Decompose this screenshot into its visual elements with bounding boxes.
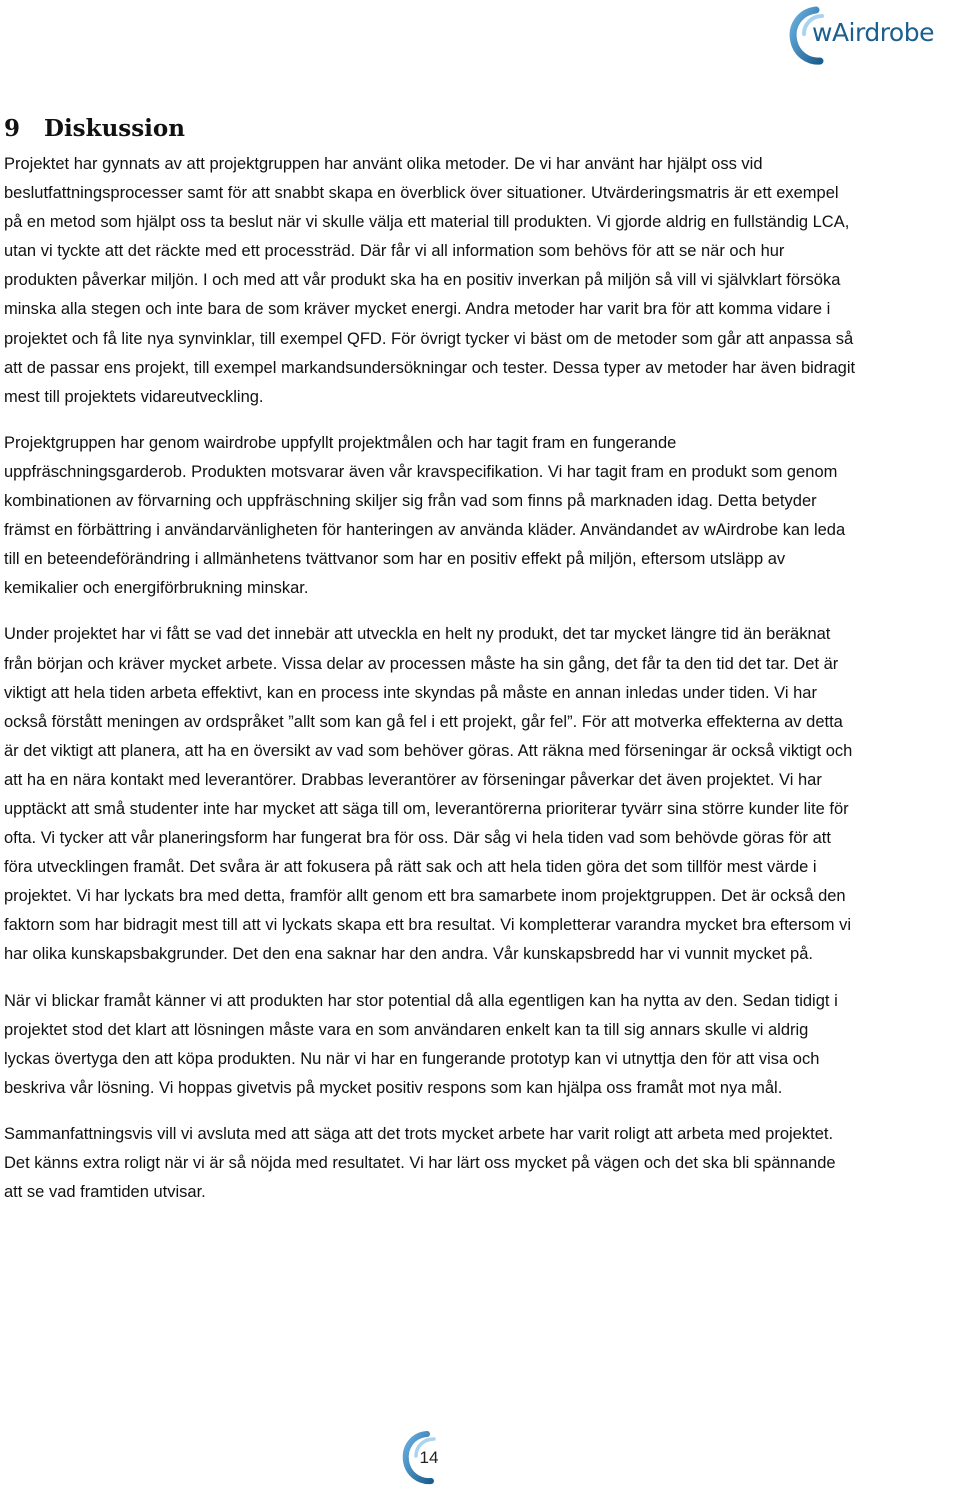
logo-text: wAirdrobe xyxy=(812,18,934,47)
paragraph: Projektgruppen har genom wairdrobe uppfyllt projektmålen och har tagit fram en fungerande uppfräschningsgarderob. Produkten motsvarar även vår kravspecifikation. Vi har tagit fram en produkt som genom kombinationen av förvarning och uppfräschning skiljer sig från vad som finns på marknaden idag. Detta betyder främst en förbättring i användarvänligheten för hanteringen av använda kläder. Användandet av wAirdrobe kan leda till en beteendeförändring i allmänhetens tvättvanor som har en positiv effekt på miljön, eftersom utsläpp av kemikalier och energiförbrukning minskar. xyxy=(4,433,846,598)
section-title: Diskussion xyxy=(44,115,185,142)
page-number: 14 xyxy=(419,1448,439,1467)
wairdrobe-logo xyxy=(786,4,958,66)
paragraph: Under projektet har vi fått se vad det innebär att utveckla en helt ny produkt, det tar mycket längre tid än beräknat från början och kräver mycket arbete. Vissa delar av processen måste ha sin gång, det får ta den tid det tar. Det är viktigt att hela tiden arbeta effektivt, kan en process inte skyndas på måste en annan inledas under tiden. Vi har också förstått meningen av ordspråket ”allt som kan gå fel i ett projekt, går fel”. För att motverka effekterna av detta är det viktigt att planera, att ha en översikt av vad som behöver göras. Att räkna med förseningar är också viktigt och att ha en nära kontakt med leverantörer. Drabbas leverantörer av förseningar påverkar det även projektet. Vi har upptäckt att små studenter inte har mycket att säga till om, leverantörerna prioriterar tyvärr sina större kunder lite för ofta. Vi tycker att vår planeringsform har fungerat bra för oss. Där såg vi hela tiden vad som behövde göras för att föra utvecklingen framåt. Det svåra är att fokusera på rätt sak och att hela tiden göra det som tillför mest värde i projektet. Vi har lyckats bra med detta, framför allt genom ett bra samarbete inom projektgruppen. Det är också den faktorn som har bidragit mest till att vi lyckats skapa ett bra resultat. Vi kompletterar varandra mycket bra eftersom vi har olika kunskapsbakgrunder. Det den ena saknar har den andra. Vår kunskapsbredd har vi vunnit mycket på. xyxy=(4,625,853,964)
paragraph: Projektet har gynnats av att projektgruppen har använt olika metoder. De vi har använt har hjälpt oss vid beslutfattningsprocesser samt för att snabbt skapa en överblick över situationer. Utvärderingsmatris är ett exempel på en metod som hjälpt oss ta beslut när vi skulle välja ett material till produkten. Vi gjorde aldrig en fullständig LCA, utan vi tyckte att det räckte med ett processträd. Där får vi all information som behövs för att se när och hur produkten påverkar miljön. I och med att vår produkt ska ha en positiv inverkan på miljön så vill vi självklart försöka minska alla stegen och inte bara de som kräver mycket energi. Andra metoder har varit bra för att komma vidare i projektet och få lite nya synvinklar, till exempel QFD. För övrigt tycker vi bäst om de metoder som går att anpassa så att de passar ens projekt, till exempel markandsundersökningar och tester. Dessa typer av metoder har även bidragit mest till projektets vidareutveckling. xyxy=(4,155,856,406)
paragraph: Sammanfattningsvis vill vi avsluta med att säga att det trots mycket arbete har varit roligt att arbeta med projektet. Det känns extra roligt när vi är så nöjda med resultatet. Vi har lärt oss mycket på vägen och det ska bli spännande att se vad framtiden utvisar. xyxy=(4,1124,836,1202)
section-heading xyxy=(4,114,856,144)
section-number: 9 xyxy=(4,115,21,142)
paragraph: När vi blickar framåt känner vi att produkten har stor potential då alla egentligen kan ha nytta av den. Sedan tidigt i projektet stod det klart att lösningen måste vara en som användaren enkelt kan ta till sig annars skulle vi aldrig lyckas övertyga den att köpa produkten. Nu när vi har en fungerande prototyp kan vi utnyttja den för att visa och beskriva vår lösning. Vi hoppas givetvis på mycket positiv respons som kan hjälpa oss framåt mot nya mål. xyxy=(4,991,838,1097)
page-number-badge xyxy=(401,1430,457,1486)
document-body xyxy=(4,114,856,1224)
